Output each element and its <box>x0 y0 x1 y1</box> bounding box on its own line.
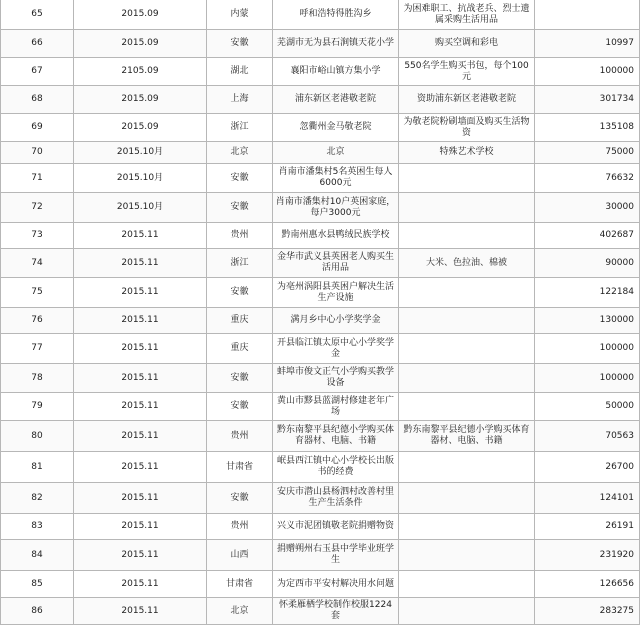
date-cell: 2015.11 <box>74 483 207 514</box>
recipient-cell: 捐赠朔州右玉县中学毕业班学生 <box>273 540 399 571</box>
recipient-cell: 蚌埠市俊文正气小学购买教学设备 <box>273 364 399 393</box>
table-row <box>1 193 640 223</box>
row-number-cell: 67 <box>1 58 74 86</box>
content-cell <box>399 308 535 334</box>
content-cell <box>399 393 535 421</box>
row-number-cell: 73 <box>1 223 74 249</box>
amount-cell: 90000 <box>535 249 640 278</box>
row-number-cell: 79 <box>1 393 74 421</box>
province-cell: 贵州 <box>207 223 273 249</box>
recipient-cell: 安庆市潜山县杨泗村改善村里生产生活条件 <box>273 483 399 514</box>
province-cell: 安徽 <box>207 364 273 393</box>
table-row <box>1 0 640 30</box>
content-cell: 为敬老院粉刷墙面及购买生活物资 <box>399 114 535 142</box>
row-number-cell: 68 <box>1 86 74 114</box>
content-cell <box>399 514 535 540</box>
province-cell: 安徽 <box>207 164 273 193</box>
amount-cell: 26191 <box>535 514 640 540</box>
province-cell: 浙江 <box>207 114 273 142</box>
table-row <box>1 364 640 393</box>
table-row <box>1 540 640 571</box>
table-row <box>1 249 640 278</box>
row-number-cell: 78 <box>1 364 74 393</box>
recipient-cell: 怀柔雁栖学校制作校服1224套 <box>273 598 399 625</box>
amount-cell: 75000 <box>535 142 640 164</box>
content-cell <box>399 164 535 193</box>
recipient-cell: 黄山市黟县蓝湖村修建老年广场 <box>273 393 399 421</box>
table-row <box>1 598 640 625</box>
recipient-cell: 肖南市潘集村10户英困家庭，每户3000元 <box>273 193 399 223</box>
row-number-cell: 70 <box>1 142 74 164</box>
date-cell: 2015.11 <box>74 278 207 308</box>
donation-table-body <box>1 0 640 625</box>
date-cell: 2015.09 <box>74 30 207 58</box>
row-number-cell: 80 <box>1 421 74 452</box>
amount-cell: 76632 <box>535 164 640 193</box>
table-row <box>1 223 640 249</box>
row-number-cell: 66 <box>1 30 74 58</box>
recipient-cell: 北京 <box>273 142 399 164</box>
table-row <box>1 421 640 452</box>
province-cell: 北京 <box>207 598 273 625</box>
amount-cell: 126656 <box>535 571 640 598</box>
content-cell <box>399 223 535 249</box>
date-cell: 2015.11 <box>74 334 207 364</box>
amount-cell: 70563 <box>535 421 640 452</box>
province-cell: 浙江 <box>207 249 273 278</box>
table-row <box>1 164 640 193</box>
table-row <box>1 308 640 334</box>
date-cell: 2015.11 <box>74 308 207 334</box>
content-cell <box>399 193 535 223</box>
amount-cell: 26700 <box>535 452 640 483</box>
amount-cell: 30000 <box>535 193 640 223</box>
recipient-cell: 呼和浩特得胜沟乡 <box>273 0 399 30</box>
row-number-cell: 75 <box>1 278 74 308</box>
province-cell: 重庆 <box>207 334 273 364</box>
recipient-cell: 岷县西江镇中心小学校长出版书的经费 <box>273 452 399 483</box>
province-cell: 上海 <box>207 86 273 114</box>
recipient-cell: 金华市武义县英困老人购买生活用品 <box>273 249 399 278</box>
content-cell: 黔东南黎平县纪德小学购买体育器材、电脑、书籍 <box>399 421 535 452</box>
content-cell <box>399 278 535 308</box>
content-cell <box>399 334 535 364</box>
province-cell: 安徽 <box>207 483 273 514</box>
date-cell: 2105.09 <box>74 58 207 86</box>
recipient-cell: 浦东新区老港敬老院 <box>273 86 399 114</box>
row-number-cell: 76 <box>1 308 74 334</box>
row-number-cell: 69 <box>1 114 74 142</box>
date-cell: 2015.11 <box>74 540 207 571</box>
province-cell: 安徽 <box>207 193 273 223</box>
date-cell: 2015.09 <box>74 0 207 30</box>
content-cell <box>399 571 535 598</box>
content-cell: 资助浦东新区老港敬老院 <box>399 86 535 114</box>
content-cell: 大米、色拉油、棉被 <box>399 249 535 278</box>
table-row <box>1 483 640 514</box>
content-cell <box>399 598 535 625</box>
date-cell: 2015.10月 <box>74 142 207 164</box>
date-cell: 2015.11 <box>74 598 207 625</box>
table-row <box>1 571 640 598</box>
province-cell: 山西 <box>207 540 273 571</box>
content-cell: 550名学生购买书包，每个100元 <box>399 58 535 86</box>
province-cell: 北京 <box>207 142 273 164</box>
date-cell: 2015.11 <box>74 452 207 483</box>
row-number-cell: 85 <box>1 571 74 598</box>
province-cell: 湖北 <box>207 58 273 86</box>
amount-cell <box>535 0 640 30</box>
date-cell: 2015.09 <box>74 114 207 142</box>
amount-cell: 50000 <box>535 393 640 421</box>
amount-cell: 130000 <box>535 308 640 334</box>
province-cell: 贵州 <box>207 514 273 540</box>
row-number-cell: 74 <box>1 249 74 278</box>
content-cell: 为困难职工、抗战老兵、烈士遗属采购生活用品 <box>399 0 535 30</box>
province-cell: 甘肃省 <box>207 571 273 598</box>
table-row <box>1 58 640 86</box>
recipient-cell: 芜湖市无为县石涧镇天花小学 <box>273 30 399 58</box>
table-row <box>1 142 640 164</box>
date-cell: 2015.11 <box>74 249 207 278</box>
recipient-cell: 黔南州惠水县鸭绒民族学校 <box>273 223 399 249</box>
row-number-cell: 83 <box>1 514 74 540</box>
province-cell: 安徽 <box>207 30 273 58</box>
province-cell: 贵州 <box>207 421 273 452</box>
recipient-cell: 忽衢州金马敬老院 <box>273 114 399 142</box>
table-row <box>1 393 640 421</box>
date-cell: 2015.09 <box>74 86 207 114</box>
date-cell: 2015.11 <box>74 571 207 598</box>
row-number-cell: 71 <box>1 164 74 193</box>
content-cell <box>399 364 535 393</box>
recipient-cell: 襄阳市峪山镇方集小学 <box>273 58 399 86</box>
recipient-cell: 为亳州涡阳县英困户解决生活生产设施 <box>273 278 399 308</box>
row-number-cell: 81 <box>1 452 74 483</box>
row-number-cell: 72 <box>1 193 74 223</box>
date-cell: 2015.11 <box>74 421 207 452</box>
recipient-cell: 为定西市平安村解决用水问题 <box>273 571 399 598</box>
amount-cell: 124101 <box>535 483 640 514</box>
row-number-cell: 65 <box>1 0 74 30</box>
amount-cell: 301734 <box>535 86 640 114</box>
amount-cell: 100000 <box>535 58 640 86</box>
table-row <box>1 86 640 114</box>
province-cell: 内蒙 <box>207 0 273 30</box>
amount-cell: 402687 <box>535 223 640 249</box>
row-number-cell: 82 <box>1 483 74 514</box>
amount-cell: 135108 <box>535 114 640 142</box>
recipient-cell: 满月乡中心小学奖学金 <box>273 308 399 334</box>
content-cell <box>399 540 535 571</box>
table-row <box>1 30 640 58</box>
table-row <box>1 514 640 540</box>
amount-cell: 231920 <box>535 540 640 571</box>
province-cell: 安徽 <box>207 278 273 308</box>
amount-cell: 10997 <box>535 30 640 58</box>
content-cell: 购买空调和彩电 <box>399 30 535 58</box>
recipient-cell: 开县临江镇太原中心小学奖学金 <box>273 334 399 364</box>
table-row <box>1 334 640 364</box>
province-cell: 甘肃省 <box>207 452 273 483</box>
amount-cell: 283275 <box>535 598 640 625</box>
province-cell: 重庆 <box>207 308 273 334</box>
amount-cell: 100000 <box>535 334 640 364</box>
content-cell <box>399 483 535 514</box>
date-cell: 2015.11 <box>74 364 207 393</box>
date-cell: 2015.11 <box>74 223 207 249</box>
table-row <box>1 452 640 483</box>
date-cell: 2015.11 <box>74 393 207 421</box>
row-number-cell: 84 <box>1 540 74 571</box>
content-cell: 特殊艺术学校 <box>399 142 535 164</box>
amount-cell: 100000 <box>535 364 640 393</box>
table-row <box>1 278 640 308</box>
table-row <box>1 114 640 142</box>
amount-cell: 122184 <box>535 278 640 308</box>
content-cell <box>399 452 535 483</box>
row-number-cell: 86 <box>1 598 74 625</box>
date-cell: 2015.11 <box>74 514 207 540</box>
province-cell: 安徽 <box>207 393 273 421</box>
date-cell: 2015.10月 <box>74 193 207 223</box>
row-number-cell: 77 <box>1 334 74 364</box>
date-cell: 2015.10月 <box>74 164 207 193</box>
recipient-cell: 兴义市泥团镇敬老院捐赠物资 <box>273 514 399 540</box>
recipient-cell: 肖南市潘集村5名英困生每人6000元 <box>273 164 399 193</box>
recipient-cell: 黔东南黎平县纪德小学购买体育器材、电脑、书籍 <box>273 421 399 452</box>
